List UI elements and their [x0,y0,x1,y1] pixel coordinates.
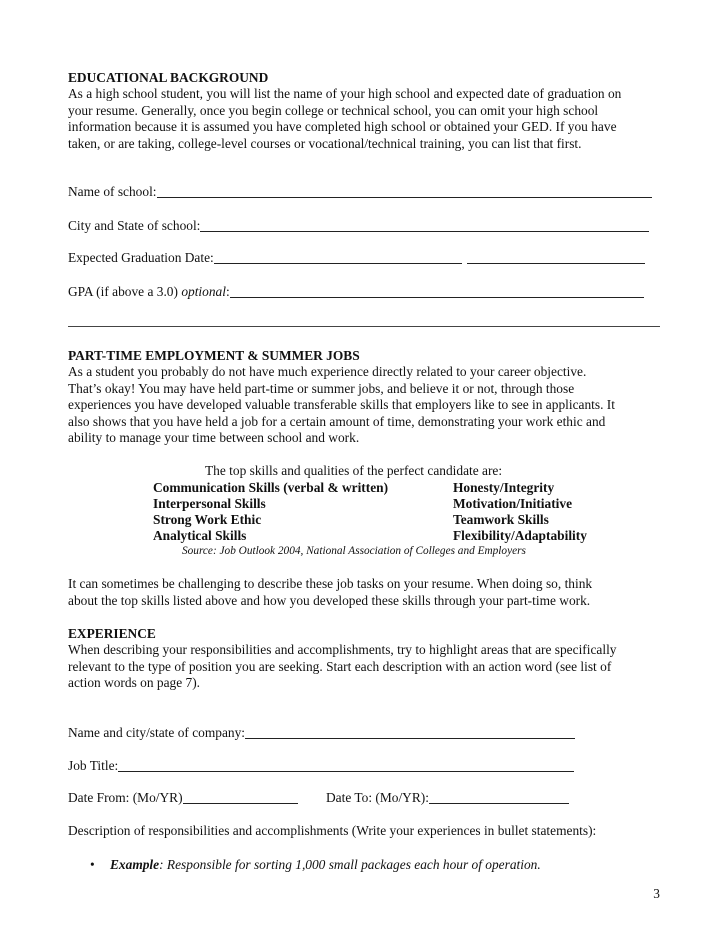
school-city-state-field[interactable] [68,218,649,234]
education-heading: EDUCATIONAL BACKGROUND [68,70,269,85]
skill-item: Honesty/Integrity [453,480,555,495]
closing-line: It can sometimes be challenging to describe these job tasks on your resume. When doing so, think [68,576,593,591]
employment-heading: PART-TIME EMPLOYMENT & SUMMER JOBS [68,348,360,363]
experience-line: When describing your responsibilities and accomplishments, try to highlight areas that are specifically [68,642,617,657]
employment-line: also shows that you have held a job for a certain amount of time, demonstrating your work ethic and [68,413,606,429]
company-field[interactable] [68,725,575,741]
gpa-label: GPA (if above a 3.0) [68,284,182,299]
job-title-label: Job Title: [68,758,119,773]
skill-item: Strong Work Ethic [153,512,262,527]
education-line: your resume. Generally, once you begin college or technical school, you can omit your high school [68,102,599,118]
date-to-label: Date To: (Mo/YR): [326,790,429,805]
graduation-date-blank-2[interactable] [467,251,645,264]
employment-paragraph [68,364,668,447]
date-from-label: Date From: (Mo/YR) [68,790,183,805]
skill-item: Flexibility/Adaptability [453,528,587,543]
skill-item: Analytical Skills [153,528,247,543]
job-title-blank[interactable] [118,759,574,772]
school-name-label: Name of school: [68,184,157,199]
skill-item: Teamwork Skills [453,512,549,527]
employment-closing-paragraph [68,576,668,609]
gpa-colon: : [225,284,230,299]
gpa-field[interactable] [68,284,644,300]
company-blank[interactable] [245,726,575,739]
example-label: Example [110,857,160,872]
experience-line: relevant to the type of position you are seeking. Start each description with an action word (see list of [68,658,612,674]
graduation-date-field[interactable] [68,250,645,266]
date-to-field[interactable] [326,790,569,806]
experience-heading: EXPERIENCE [68,626,156,641]
education-line: As a high school student, you will list the name of your high school and expected date of graduation on [68,86,622,101]
skills-intro: The top skills and qualities of the perfect candidate are: [205,463,503,478]
section-divider [68,326,660,327]
school-name-blank[interactable] [157,185,652,198]
company-label: Name and city/state of company: [68,725,245,740]
example-text: : Responsible for sorting 1,000 small packages each hour of operation. [159,857,541,872]
skill-item: Communication Skills (verbal & written) [153,480,389,495]
skill-item: Motivation/Initiative [453,496,573,511]
skills-left-column [153,480,388,544]
page-number: 3 [653,886,660,901]
example-bullet [90,857,541,873]
employment-line: ability to manage your time between school and work. [68,430,360,446]
employment-line: experiences you have developed valuable transferable skills that employers like to see in applicants. It [68,397,615,413]
closing-line: about the top skills listed above and how you developed these skills through your part-time work. [68,592,591,608]
skill-item: Interpersonal Skills [153,496,266,511]
education-line: information because it is assumed you have completed high school or obtained your GED. If you have [68,119,617,135]
date-from-field[interactable] [68,790,298,806]
school-name-field[interactable] [68,184,652,200]
skills-right-column [453,480,587,544]
job-title-field[interactable] [68,758,574,774]
gpa-blank[interactable] [230,285,644,298]
graduation-date-blank-1[interactable] [214,251,462,264]
school-city-state-label: City and State of school: [68,218,201,233]
experience-line: action words on page 7). [68,675,201,691]
graduation-date-label: Expected Graduation Date: [68,250,214,265]
bullet-dot-icon: • [90,857,95,872]
date-from-blank[interactable] [183,791,298,804]
education-line: taken, or are taking, college-level courses or vocational/technical training, you can list that first. [68,135,582,151]
employment-line: That’s okay! You may have held part-time or summer jobs, and believe it or not, through those [68,380,575,396]
skills-source-citation: Source: Job Outlook 2004, National Association of Colleges and Employers [182,545,526,557]
education-paragraph [68,86,668,152]
gpa-optional-label: optional [181,284,226,299]
experience-paragraph [68,642,668,692]
school-city-state-blank[interactable] [200,219,649,232]
description-instructions: Description of responsibilities and accomplishments (Write your experiences in bullet statements): [68,823,597,838]
employment-line: As a student you probably do not have much experience directly related to your career objective. [68,364,587,379]
date-to-blank[interactable] [429,791,569,804]
